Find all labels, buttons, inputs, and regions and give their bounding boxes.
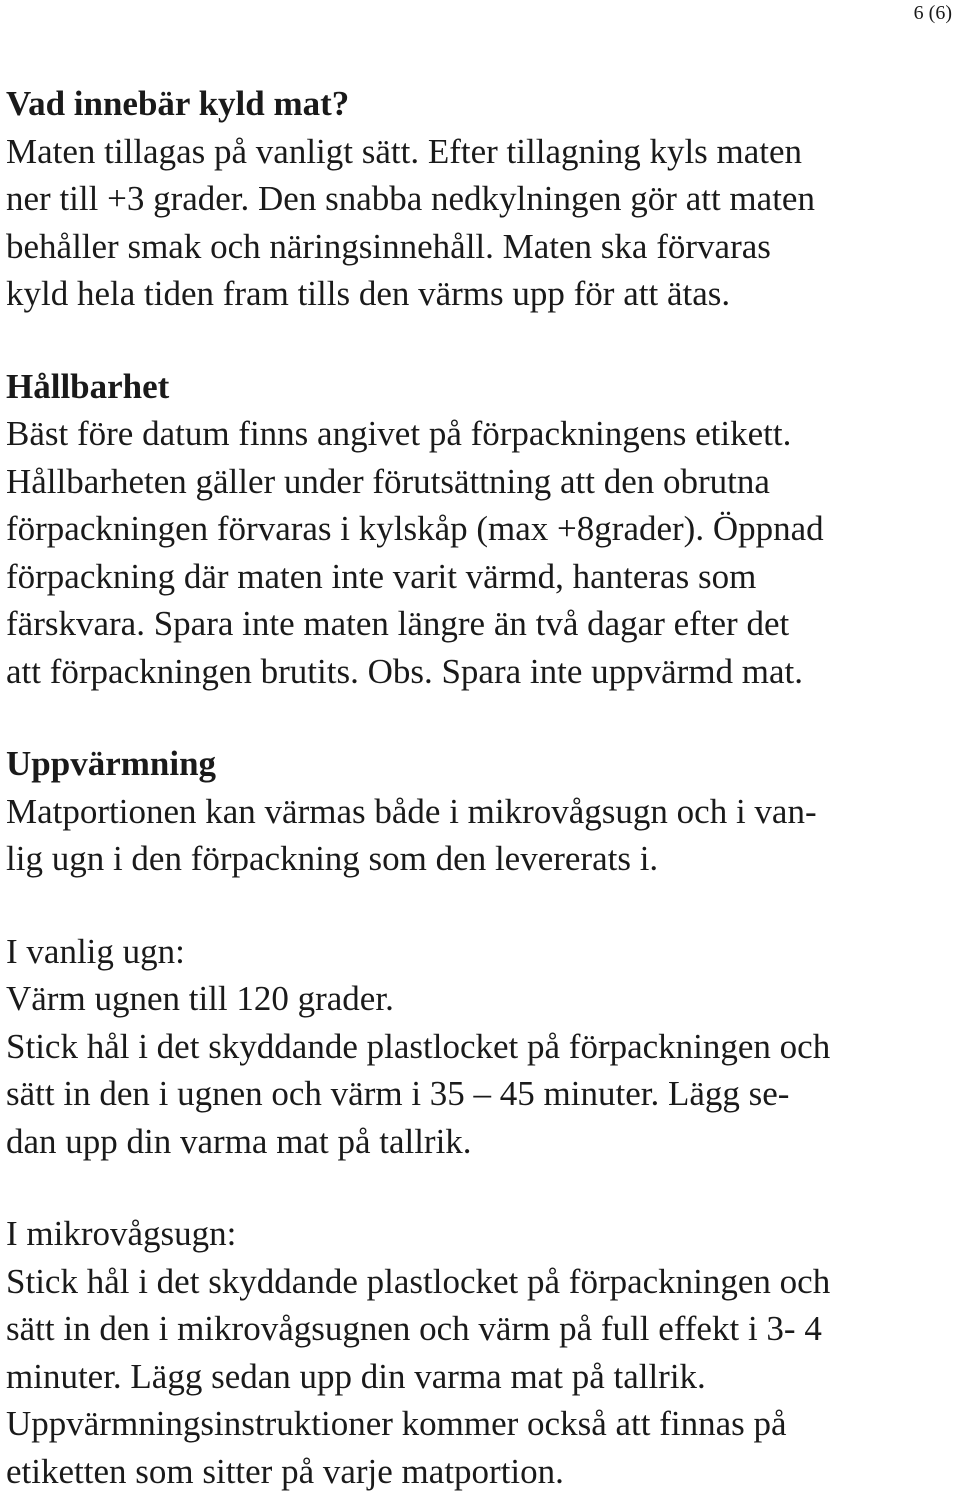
paragraph-line: ner till +3 grader. Den snabba nedkylningen gör att maten <box>6 179 815 218</box>
page-number: 6 (6) <box>913 2 952 24</box>
paragraph-line: Stick hål i det skyddande plastlocket på förpackningen och <box>6 1261 831 1301</box>
paragraph-line: Hållbarheten gäller under förutsättning att den obrutna <box>6 461 770 501</box>
paragraph-line: förpackningen förvaras i kylskåp (max +8grader). Öppnad <box>6 509 824 548</box>
paragraph-line: Stick hål i det skyddande plastlocket på förpackningen och <box>6 1026 831 1066</box>
paragraph-line: etiketten som sitter på varje matportion. <box>6 1451 564 1491</box>
section-kyld-mat <box>6 80 956 318</box>
paragraph-line: att förpackningen brutits. Obs. Spara inte uppvärmd mat. <box>6 651 804 691</box>
paragraph-line: Maten tillagas på vanligt sätt. Efter tillagning kyls maten <box>6 131 803 171</box>
paragraph-line: förpackning där maten inte varit värmd, hanteras som <box>6 556 757 596</box>
section-heading: Uppvärmning <box>6 744 217 783</box>
section-vanlig-ugn <box>6 928 956 1166</box>
document-body <box>6 80 956 1495</box>
paragraph-line: dan upp din varma mat på tallrik. <box>6 1121 472 1161</box>
paragraph-line: kyld hela tiden fram tills den värms upp för att ätas. <box>6 274 731 313</box>
paragraph-line: lig ugn i den förpackning som den levererats i. <box>6 839 659 878</box>
paragraph-line: Matportionen kan värmas både i mikrovågsugn och i van- <box>6 791 817 831</box>
paragraph-line: Värm ugnen till 120 grader. <box>6 979 394 1018</box>
subsection-heading: I vanlig ugn: <box>6 931 185 971</box>
paragraph-line: behåller smak och näringsinnehåll. Maten ska förvaras <box>6 226 771 266</box>
section-heading: Hållbarhet <box>6 366 170 406</box>
section-heading: Vad innebär kyld mat? <box>6 84 350 123</box>
section-mikrovagsugn <box>6 1210 956 1495</box>
paragraph-line: minuter. Lägg sedan upp din varma mat på tallrik. <box>6 1356 706 1396</box>
paragraph-line: Uppvärmningsinstruktioner kommer också att finnas på <box>6 1404 787 1443</box>
paragraph-line: sätt in den i ugnen och värm i 35 – 45 minuter. Lägg se- <box>6 1074 790 1113</box>
section-uppvarmning <box>6 740 956 883</box>
section-hallbarhet <box>6 363 956 696</box>
paragraph-line: färskvara. Spara inte maten längre än två dagar efter det <box>6 604 790 643</box>
paragraph-line: Bäst före datum finns angivet på förpackningens etikett. <box>6 414 792 453</box>
paragraph-line: sätt in den i mikrovågsugnen och värm på full effekt i 3- 4 <box>6 1309 822 1348</box>
subsection-heading: I mikrovågsugn: <box>6 1214 237 1253</box>
